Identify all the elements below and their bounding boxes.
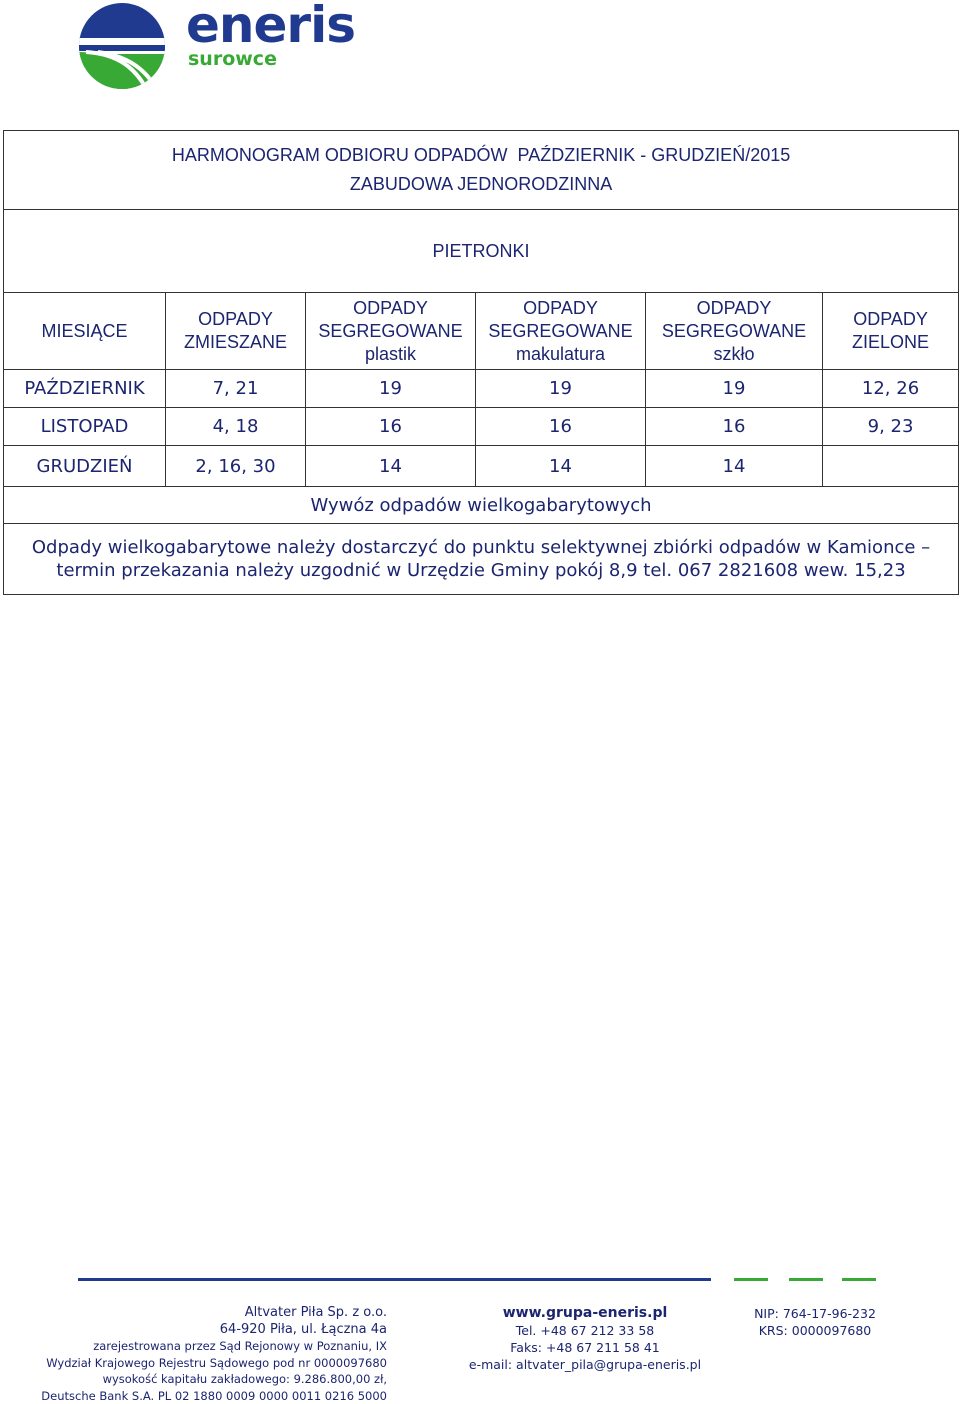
green-dates: [823, 446, 959, 487]
footer-tax-ids: [740, 1305, 890, 1339]
month-cell: PAŹDZIERNIK: [4, 370, 166, 408]
bank-line: Deutsche Bank S.A. PL 02 1880 0009 0000 0011 0216 5000: [41, 1388, 387, 1404]
footer-accent-dash: [842, 1278, 876, 1281]
header-mixed: ODPADY ZMIESZANE: [166, 293, 306, 370]
mixed-dates: 7, 21: [166, 370, 306, 408]
bulky-note-line1: Odpady wielkogabarytowe należy dostarczyć do punktu selektywnej zbiórki odpadów w Kamionce –: [4, 536, 958, 559]
glass-dates: 19: [646, 370, 823, 408]
footer-accent-dash: [789, 1278, 823, 1281]
schedule-title: [4, 131, 959, 210]
schedule-title-line2: ZABUDOWA JEDNORODZINNA: [4, 170, 958, 199]
eneris-logo: [78, 2, 338, 92]
collection-schedule-table: [3, 130, 959, 595]
bulky-waste-title: Wywóz odpadów wielkogabarytowych: [4, 487, 959, 524]
paper-dates: 19: [476, 370, 646, 408]
area-name: PIETRONKI: [4, 210, 959, 293]
paper-dates: 16: [476, 408, 646, 446]
mixed-dates: 4, 18: [166, 408, 306, 446]
capital-line: wysokość kapitału zakładowego: 9.286.800,00 zł,: [41, 1371, 387, 1388]
header-row: [4, 293, 959, 370]
logo-wordmark: eneris: [186, 0, 355, 54]
green-dates: 12, 26: [823, 370, 959, 408]
email-link[interactable]: e-mail: altvater_pila@grupa-eneris.pl: [400, 1356, 770, 1373]
registration-line: Wydział Krajowego Rejestru Sądowego pod nr 0000097680: [41, 1355, 387, 1372]
bulky-waste-note: [4, 524, 959, 595]
header-green: ODPADY ZIELONE: [823, 293, 959, 370]
company-name: Altvater Piła Sp. z o.o.: [41, 1305, 387, 1322]
plastic-dates: 19: [306, 370, 476, 408]
table-row: [4, 408, 959, 446]
footer-divider: [78, 1278, 711, 1281]
footer-company-info: [41, 1305, 387, 1404]
plastic-dates: 16: [306, 408, 476, 446]
company-address: 64-920 Piła, ul. Łączna 4a: [41, 1322, 387, 1339]
mixed-dates: 2, 16, 30: [166, 446, 306, 487]
krs-number: KRS: 0000097680: [740, 1322, 890, 1339]
plastic-dates: 14: [306, 446, 476, 487]
table-row: [4, 446, 959, 487]
footer-contact: [400, 1305, 770, 1373]
table-row: [4, 370, 959, 408]
glass-dates: 14: [646, 446, 823, 487]
glass-dates: 16: [646, 408, 823, 446]
header-months: MIESIĄCE: [4, 293, 166, 370]
registration-line: zarejestrowana przez Sąd Rejonowy w Poznaniu, IX: [41, 1338, 387, 1355]
header-plastic: ODPADY SEGREGOWANE plastik: [306, 293, 476, 370]
header-glass: ODPADY SEGREGOWANE szkło: [646, 293, 823, 370]
month-cell: LISTOPAD: [4, 408, 166, 446]
logo-subtitle: surowce: [188, 48, 277, 70]
header-paper: ODPADY SEGREGOWANE makulatura: [476, 293, 646, 370]
website-link[interactable]: www.grupa-eneris.pl: [400, 1305, 770, 1322]
phone-number: Tel. +48 67 212 33 58: [400, 1322, 770, 1339]
schedule-title-line1: HARMONOGRAM ODBIORU ODPADÓW PAŹDZIERNIK - GRUDZIEŃ/2015: [4, 141, 958, 170]
bulky-note-line2: termin przekazania należy uzgodnić w Urzędzie Gminy pokój 8,9 tel. 067 2821608 wew. 15,23: [4, 559, 958, 582]
fax-number: Faks: +48 67 211 58 41: [400, 1339, 770, 1356]
footer-accent-dash: [734, 1278, 768, 1281]
nip-number: NIP: 764-17-96-232: [740, 1305, 890, 1322]
green-dates: 9, 23: [823, 408, 959, 446]
eneris-globe-icon: [78, 2, 168, 92]
paper-dates: 14: [476, 446, 646, 487]
month-cell: GRUDZIEŃ: [4, 446, 166, 487]
